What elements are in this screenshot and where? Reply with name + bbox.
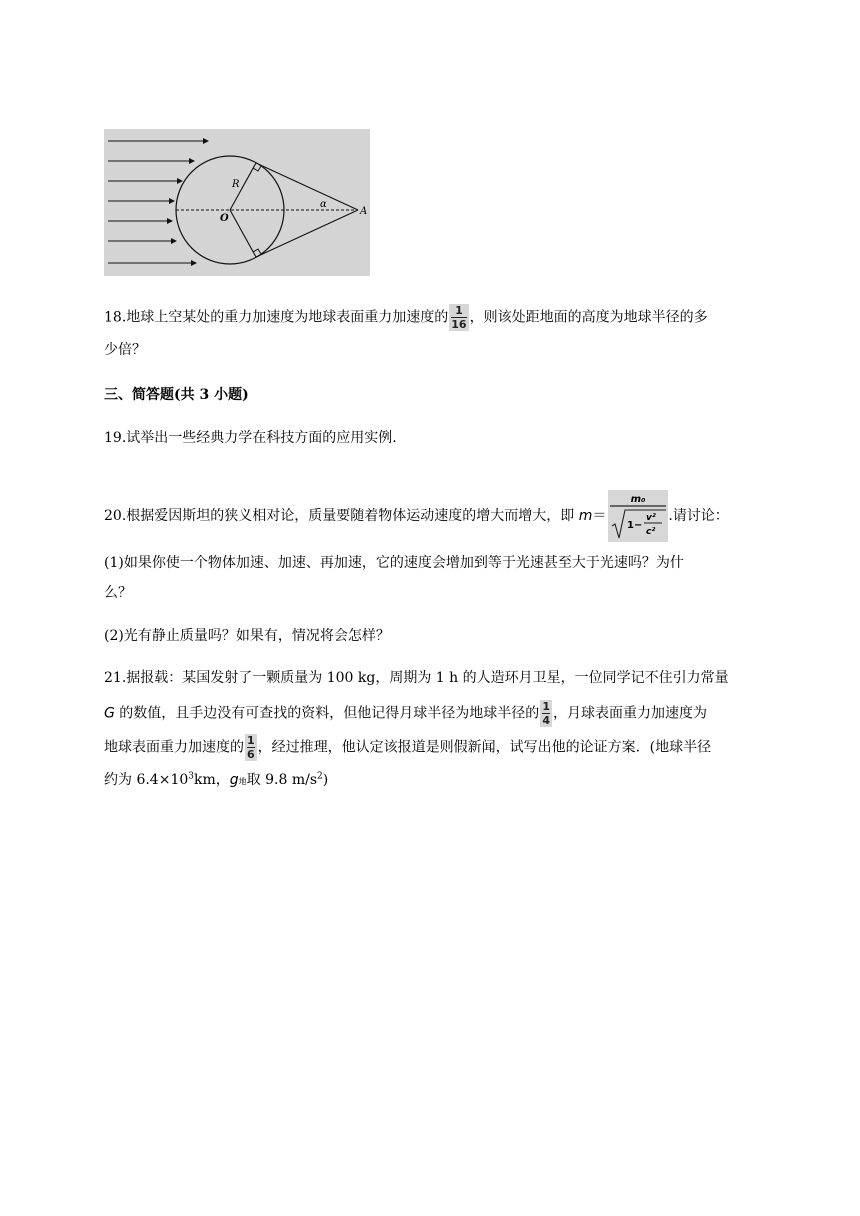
- q20-text-after: .请讨论：: [668, 508, 729, 524]
- frac-den: 16: [451, 318, 467, 331]
- q21-line3-before: 地球表面重力加速度的: [104, 739, 244, 756]
- label-R: R: [232, 179, 240, 190]
- exponent-2: 2: [317, 771, 323, 782]
- q21-line2: [104, 700, 860, 727]
- q18-line2: 少倍？: [104, 342, 146, 358]
- var-m: m: [578, 508, 593, 524]
- formula-c2: c²: [646, 527, 656, 537]
- frac-num: 1: [247, 734, 255, 747]
- frac-num: 1: [542, 700, 550, 713]
- frac-den: 4: [542, 714, 550, 727]
- fraction-1-16: [449, 304, 468, 331]
- q18-text-after: ，则该处距地面的高度为地球半径的多: [469, 309, 708, 326]
- km-unit: km，: [194, 772, 230, 788]
- fraction-1-4: [540, 700, 552, 727]
- earth-tangent-figure: [104, 129, 370, 276]
- q21-line3: [104, 734, 860, 761]
- fraction-1-6: [245, 734, 257, 761]
- q21-line2-before: 的数值，且手边没有可查找的资料，但他记得月球半径为地球半径的: [114, 705, 540, 722]
- formula-one-minus: 1−: [627, 520, 643, 531]
- var-G: G: [104, 705, 115, 722]
- relativistic-mass-formula: [608, 490, 668, 542]
- q21-line3-after: ，经过推理，他认定该报道是则假新闻，试写出他的论证方案．(地球半径: [257, 739, 712, 756]
- equals-sign: ＝: [592, 508, 607, 524]
- var-g: g: [229, 772, 239, 788]
- q20-sub1-line2: 么？: [104, 585, 132, 601]
- figure-svg: [104, 129, 370, 276]
- q20-line: [104, 490, 860, 542]
- q21-line4: [104, 770, 860, 792]
- g-value: 取 9.8 m/s: [246, 772, 317, 788]
- formula-num: m₀: [630, 494, 646, 505]
- q20-sub1-line1: (1)如果你使一个物体加速、加速、再加速，它的速度会增加到等于光速甚至大于光速吗？为什: [104, 555, 684, 571]
- formula-svg: [608, 490, 668, 542]
- frac-den: 6: [247, 748, 255, 761]
- tangent-top: [256, 163, 358, 210]
- label-O: O: [220, 213, 229, 224]
- label-A: A: [360, 206, 368, 217]
- earth-radius-value: 约为 6.4×10: [104, 772, 189, 788]
- q18-text-before: 18.地球上空某处的重力加速度为地球表面重力加速度的: [104, 309, 449, 326]
- tangent-bottom: [256, 210, 358, 257]
- light-rays: [108, 141, 208, 263]
- q20-text-before: 20.根据爱因斯坦的狭义相对论，质量要随着物体运动速度的增大而增大，即: [104, 508, 579, 524]
- exponent-3: 3: [188, 771, 194, 782]
- q21-line1: 21.据报载：某国发射了一颗质量为 100 kg，周期为 1 h 的人造环月卫星，一位同学记不住引力常量: [104, 670, 729, 686]
- q18-line1: [104, 304, 860, 331]
- q21-line2-after: ，月球表面重力加速度为: [552, 705, 707, 722]
- formula-v2: v²: [646, 513, 657, 523]
- q19-text: 19.试举出一些经典力学在科技方面的应用实例.: [104, 430, 397, 446]
- radius-bottom: [230, 210, 256, 257]
- subscript-earth: 地: [238, 777, 247, 786]
- q20-sub2: (2)光有静止质量吗？如果有，情况将会怎样？: [104, 628, 390, 644]
- section-heading: 三、简答题(共 3 小题): [104, 387, 249, 403]
- frac-num: 1: [455, 304, 463, 317]
- label-alpha: α: [320, 199, 327, 210]
- close-paren: ): [322, 772, 329, 788]
